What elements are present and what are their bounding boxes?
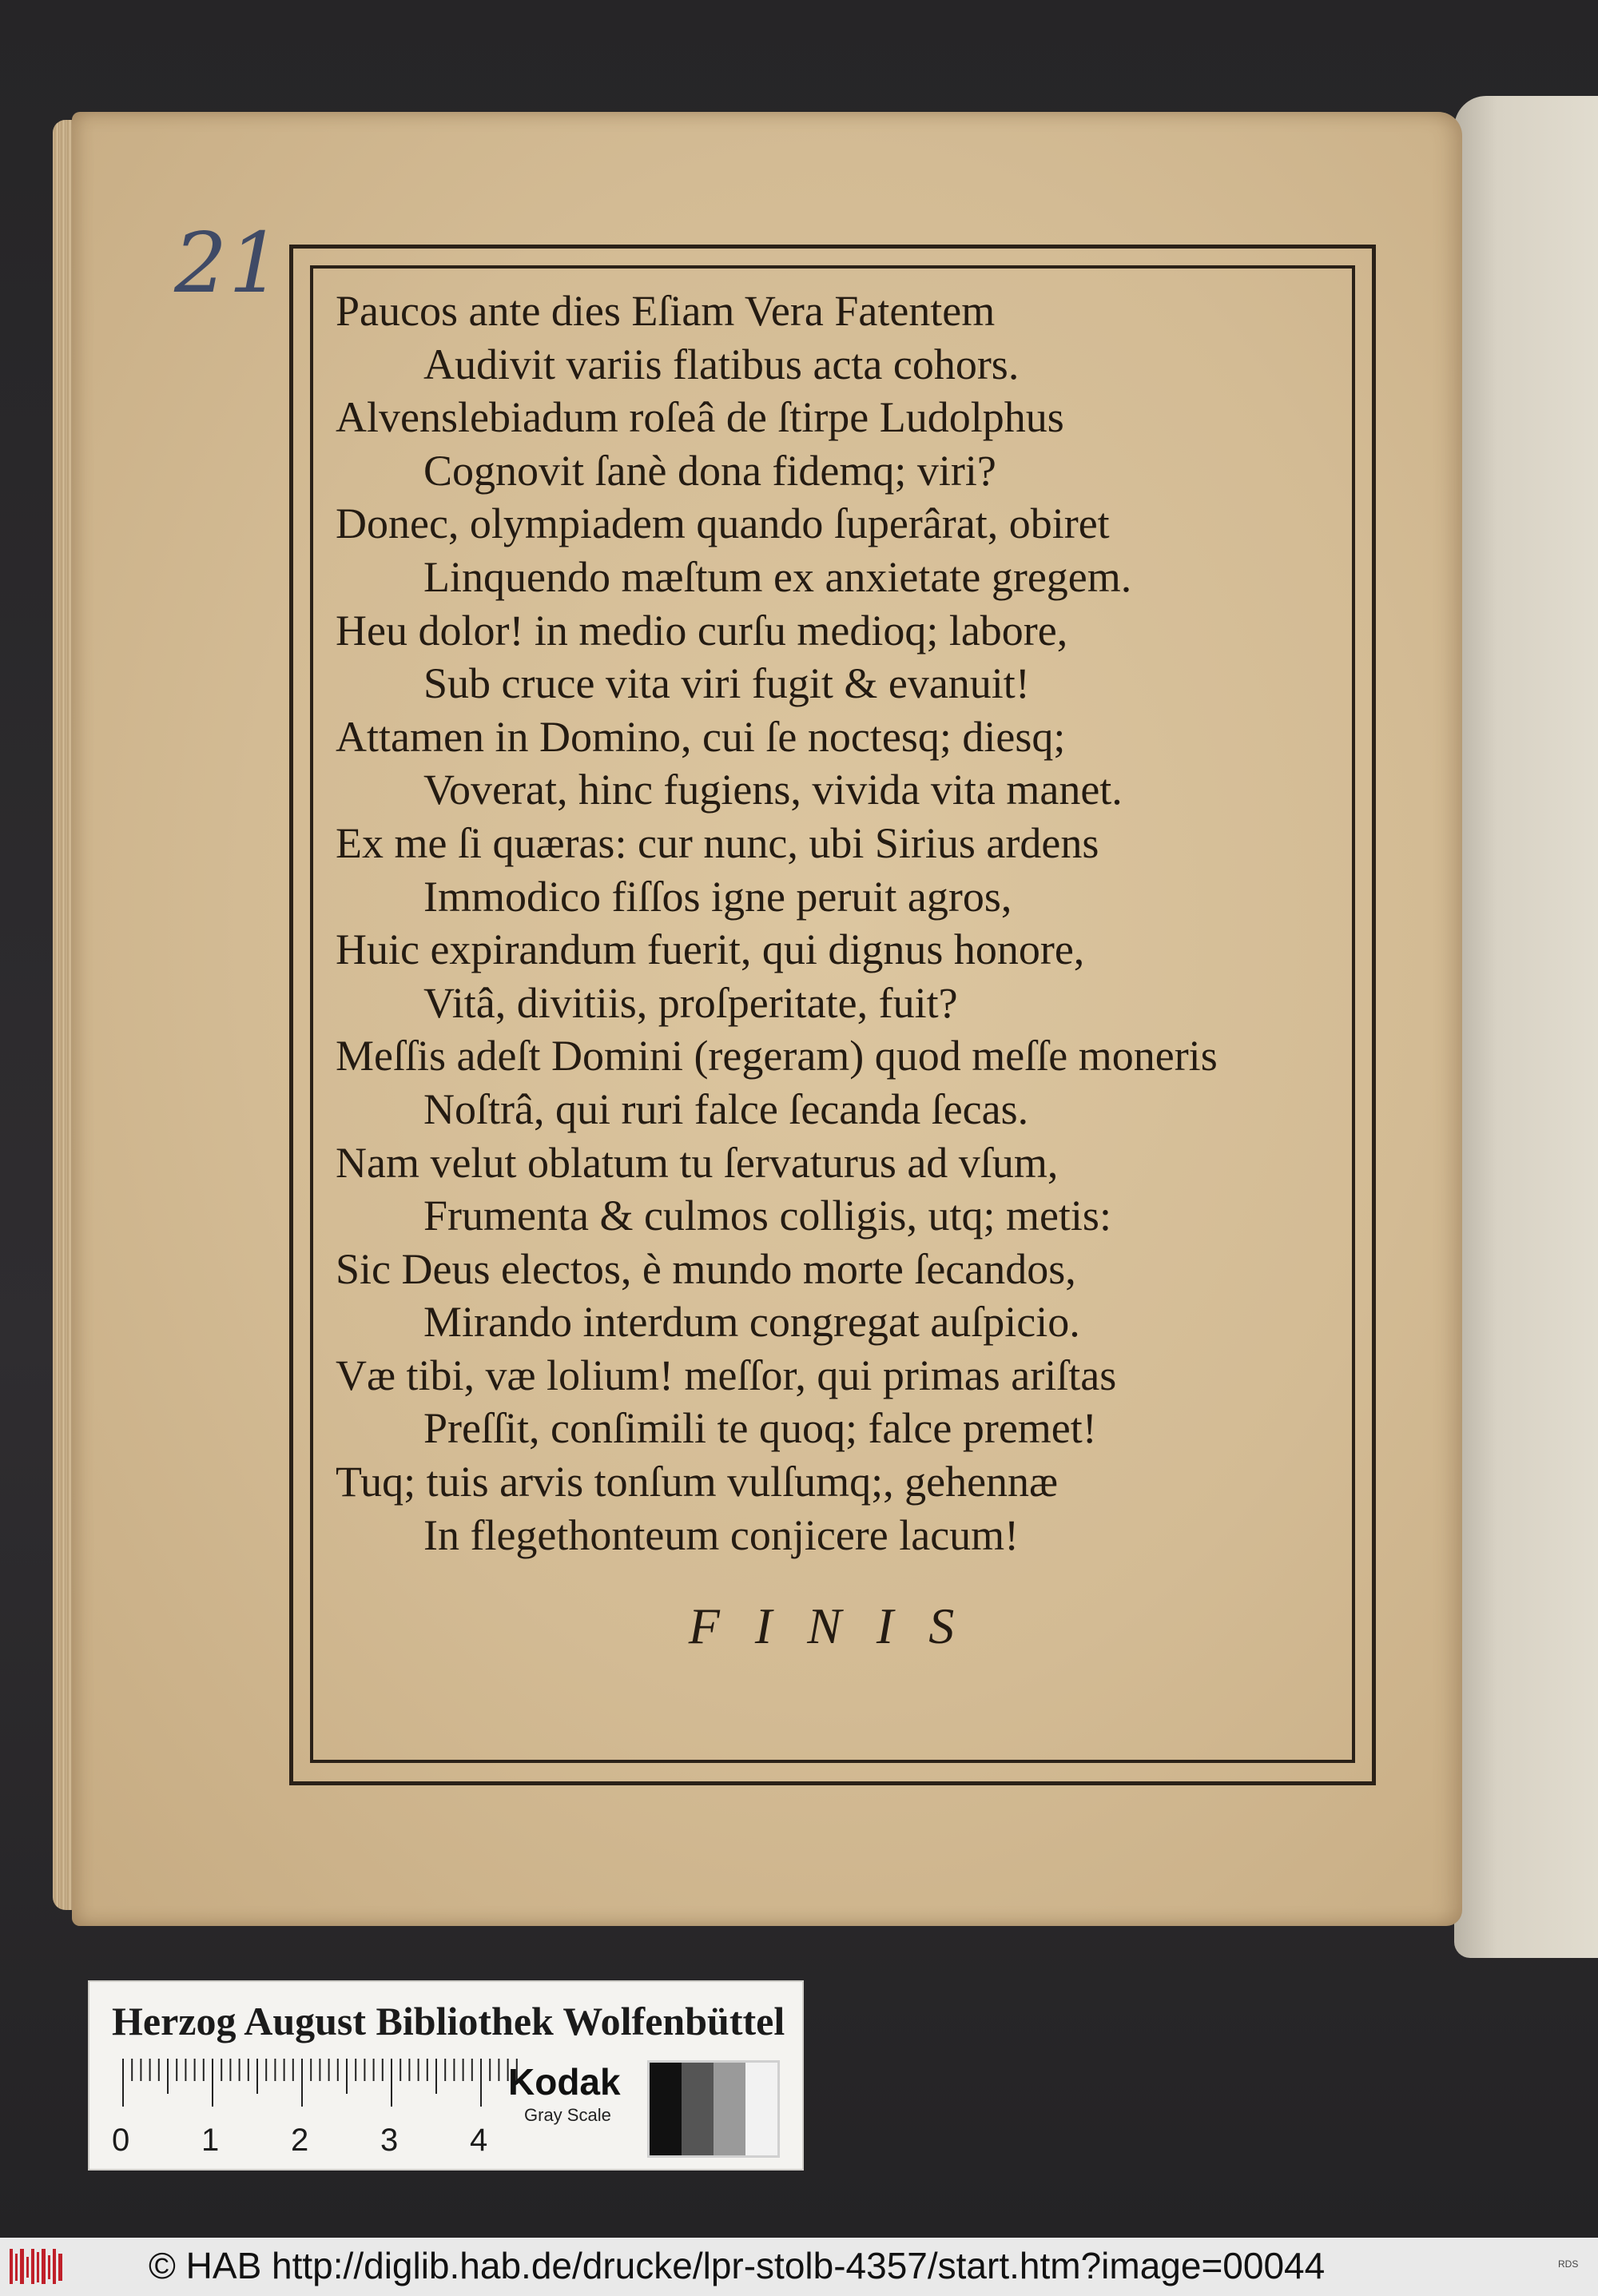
- poem-line: Sub cruce vita viri fugit & evanuit!: [423, 659, 1030, 708]
- ruler-number: 3: [380, 2123, 399, 2158]
- poem-line: Væ tibi, væ lolium! meſſor, qui primas ariſtas: [336, 1351, 1117, 1399]
- poem-line: Huic expirandum fuerit, qui dignus honore,: [336, 925, 1085, 974]
- institution-name: Herzog August Bibliothek Wolfenbüttel: [112, 1999, 785, 2043]
- poem-text: [336, 285, 1342, 1562]
- ruler-number: 1: [201, 2123, 220, 2158]
- poem-line: Heu dolor! in medio curſu medioq; labore,: [336, 606, 1068, 655]
- poem-line: Nam velut oblatum tu ſervaturus ad vſum,: [336, 1138, 1059, 1187]
- gray-patch-dark: [682, 2063, 714, 2155]
- ruler-number: 2: [291, 2123, 309, 2158]
- poem-line: In flegethonteum conjicere lacum!: [423, 1510, 1020, 1559]
- poem-line: Audivit variis flatibus acta cohors.: [423, 340, 1020, 388]
- poem-line: Meſſis adeſt Domini (regeram) quod meſſe moneris: [336, 1032, 1218, 1080]
- poem-line: Donec, olympiadem quando ſuperârat, obiret: [336, 499, 1110, 548]
- poem-line: Cognovit ſanè dona fidemq; viri?: [423, 446, 996, 495]
- poem-line: Attamen in Domino, cui ſe noctesq; diesq;: [336, 712, 1066, 761]
- gray-patch-black: [650, 2063, 682, 2155]
- copyright-link[interactable]: © HAB http://diglib.hab.de/drucke/lpr-stolb-4357/start.htm?image=00044: [149, 2245, 1326, 2286]
- color-reference-card: [88, 1980, 804, 2171]
- poem-line: Frumenta & culmos colligis, utq; metis:: [423, 1192, 1111, 1240]
- poem-line: Tuq; tuis arvis tonſum vulſumq;, gehennæ: [336, 1458, 1059, 1506]
- gray-patch-mid: [714, 2063, 745, 2155]
- copyright-footer: [0, 2238, 1598, 2296]
- poem-line: Paucos ante dies Eſiam Vera Fatentem: [336, 287, 996, 335]
- poem-line: Noſtrâ, qui ruri falce ſecanda ſecas.: [423, 1084, 1029, 1133]
- hab-logo-icon: [8, 2246, 66, 2287]
- kodak-logo: Kodak: [508, 2061, 621, 2103]
- kodak-subtitle: Gray Scale: [524, 2105, 611, 2125]
- gray-scale-patches: [647, 2060, 780, 2158]
- footer-small-mark: RDS: [1558, 2258, 1579, 2270]
- poem-line: Voverat, hinc fugiens, vivida vita manet.: [423, 766, 1123, 814]
- poem-line: Linquendo mæſtum ex anxietate gregem.: [423, 552, 1132, 601]
- poem-line: Preſſit, conſimili te quoq; falce premet!: [423, 1404, 1097, 1453]
- poem-line: Mirando interdum congregat auſpicio.: [423, 1298, 1080, 1347]
- poem-line: Alvenslebiadum roſeâ de ſtirpe Ludolphus: [336, 393, 1064, 442]
- poem-line: Immodico fiſſos igne peruit agros,: [423, 872, 1012, 921]
- poem-line: Ex me ſi quæras: cur nunc, ubi Sirius ardens: [336, 818, 1099, 867]
- ruler-number: 0: [112, 2123, 130, 2158]
- gray-patch-white: [745, 2063, 777, 2155]
- finis-mark: FINIS: [688, 1598, 990, 1654]
- ruler-scale: [113, 2055, 561, 2111]
- poem-line: Vitâ, divitiis, proſperitate, fuit?: [423, 978, 958, 1027]
- facing-page: [1454, 96, 1598, 1958]
- ruler-number: 4: [470, 2123, 488, 2158]
- handwritten-folio-number: 21: [174, 214, 284, 312]
- poem-line: Sic Deus electos, è mundo morte ſecandos,: [336, 1244, 1076, 1293]
